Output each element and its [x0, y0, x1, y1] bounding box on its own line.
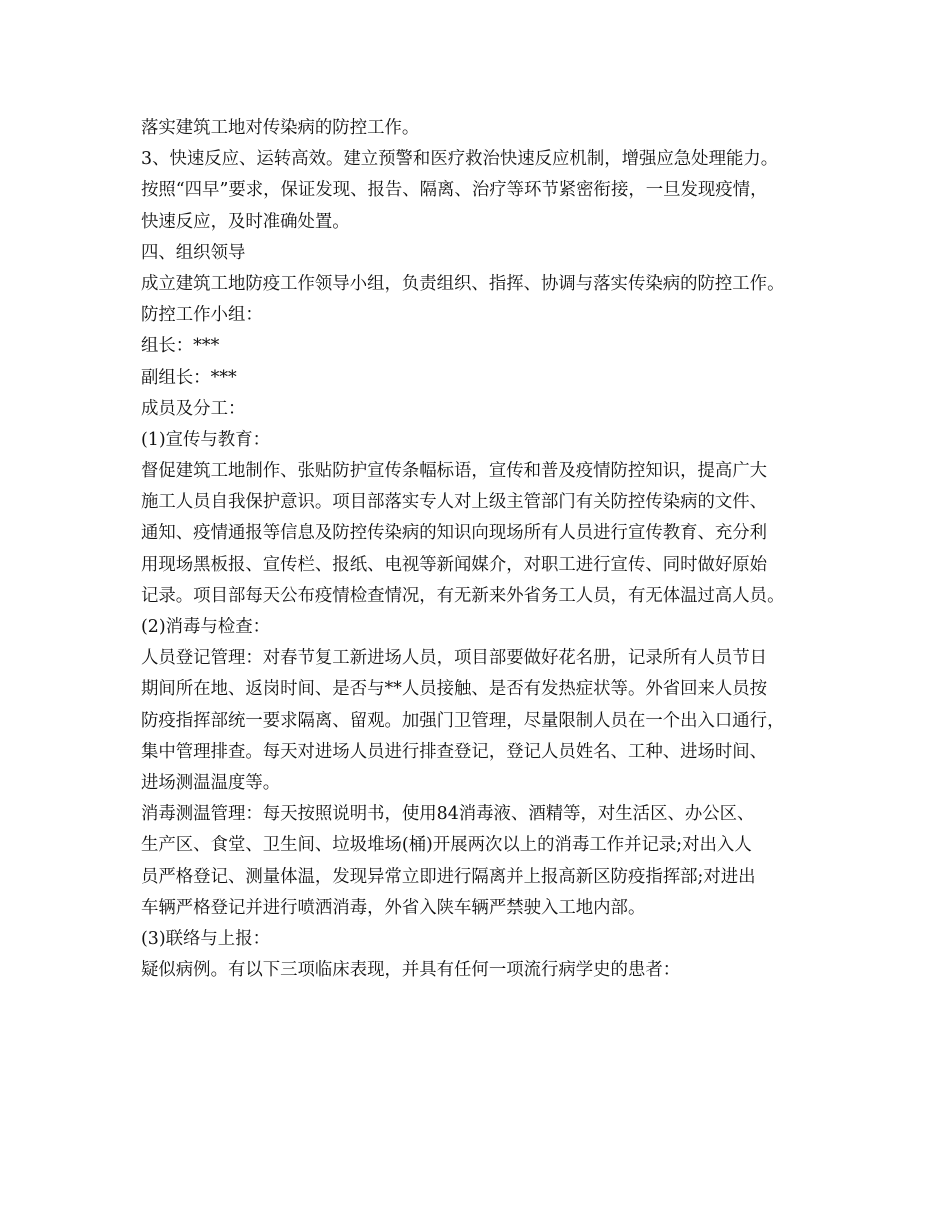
section-heading: 四、组织领导 — [141, 242, 246, 263]
text-line: 通知、疫情通报等信息及防控传染病的知识向现场所有人员进行宣传教育、充分利 — [141, 523, 768, 544]
text-line: 人员登记管理：对春节复工新进场人员，项目部要做好花名册，记录所有人员节日 — [141, 648, 768, 669]
text-line: 疑似病例。有以下三项临床表现，并具有任何一项流行病学史的患者： — [141, 960, 681, 981]
subsection-heading: (3)联络与上报： — [141, 928, 270, 949]
text-line: 成立建筑工地防疫工作领导小组，负责组织、指挥、协调与落实传染病的防控工作。 — [141, 273, 785, 294]
text-line: 员严格登记、测量体温，发现异常立即进行隔离并上报高新区防疫指挥部;对进出 — [141, 866, 756, 887]
text-line: 落实建筑工地对传染病的防控工作。 — [141, 118, 420, 138]
text-line: 3、快速反应、运转高效。建立预警和医疗救治快速反应机制，增强应急处理能力。 — [141, 149, 779, 170]
text-line: 用现场黑板报、宣传栏、报纸、电视等新闻媒介，对职工进行宣传、同时做好原始 — [141, 554, 768, 575]
text-line: 施工人员自我保护意识。项目部落实专人对上级主管部门有关防控传染病的文件、 — [141, 492, 768, 513]
text-line: 生产区、食堂、卫生间、垃圾堆场(桶)开展两次以上的消毒工作并记录;对出入人 — [141, 835, 752, 856]
text-line: 进场测温温度等。 — [141, 772, 281, 793]
text-line: 车辆严格登记并进行喷洒消毒，外省入陕车辆严禁驶入工地内部。 — [141, 897, 646, 918]
subsection-heading: (2)消毒与检查： — [141, 617, 270, 637]
text-line: 集中管理排查。每天对进场人员进行排查登记，登记人员姓名、工种、进场时间、 — [141, 741, 768, 762]
text-line: 快速反应，及时准确处置。 — [141, 211, 350, 232]
text-line: 按照“四早”要求，保证发现、报告、隔离、治疗等环节紧密衔接，一旦发现疫情， — [141, 180, 768, 201]
text-line: 组长：*** — [141, 336, 220, 357]
text-line: 记录。项目部每天公布疫情检查情况，有无新来外省务工人员，有无体温过高人员。 — [141, 585, 785, 606]
text-line: 成员及分工： — [141, 398, 246, 419]
text-line: 防疫指挥部统一要求隔离、留观。加强门卫管理，尽量限制人员在一个出入口通行， — [141, 710, 785, 731]
text-line: 督促建筑工地制作、张贴防护宣传条幅标语，宣传和普及疫情防控知识，提高广大 — [141, 461, 768, 482]
subsection-heading: (1)宣传与教育： — [141, 429, 270, 450]
document-body — [141, 113, 841, 986]
text-line: 防控工作小组： — [141, 305, 263, 326]
text-line: 期间所在地、返岗时间、是否与**人员接触、是否有发热症状等。外省回来人员按 — [141, 679, 768, 700]
text-line: 副组长：*** — [141, 367, 237, 388]
text-line: 消毒测温管理：每天按照说明书，使用84消毒液、酒精等，对生活区、办公区、 — [141, 804, 755, 825]
